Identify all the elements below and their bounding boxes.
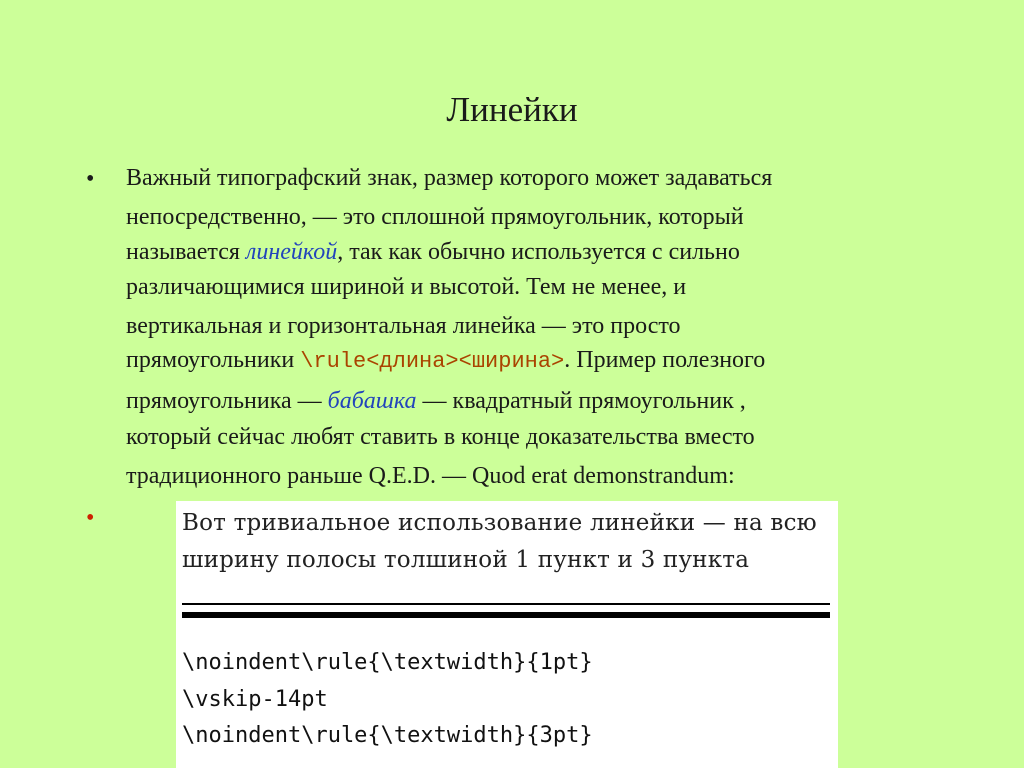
example-text-line-2: ширину полосы толшиной 1 пункт и 3 пункта xyxy=(182,547,750,573)
text-line-2: непосредственно, — это сплошной прямоугольник, который xyxy=(126,204,744,230)
text-line-7-end: — квадратный прямоугольник , xyxy=(416,388,746,414)
thin-rule-line xyxy=(182,603,830,605)
text-line-3 xyxy=(126,237,740,267)
text-line-9: традиционного раньше Q.E.D. — Quod erat demonstrandum: xyxy=(126,463,735,489)
example-text-line-1: Вот тривиальное использование линейки — на всю xyxy=(182,510,817,536)
text-line-8: который сейчас любят ставить в конце доказательства вместо xyxy=(126,424,755,450)
text-line-5: вертикальная и горизонтальная линейка — это просто xyxy=(126,313,681,339)
text-line-1: Важный типографский знак, размер которого может задаваться xyxy=(126,165,773,191)
text-line-7-start: прямоугольника — xyxy=(126,388,328,414)
rule-command: \rule<длина><ширина> xyxy=(300,349,565,374)
slide-title: Линейки xyxy=(446,90,578,129)
term-lineika: линейкой xyxy=(245,239,338,265)
text-line-4: различающимися шириной и высотой. Тем не менее, и xyxy=(126,274,687,300)
bullet-marker-2: • xyxy=(86,505,95,531)
bullet-marker-1: • xyxy=(86,166,95,192)
thick-rule-line xyxy=(182,612,830,618)
text-line-3-start: называется xyxy=(126,239,246,265)
text-line-7 xyxy=(126,386,746,416)
example-code-line-2: \vskip-14pt xyxy=(182,687,328,712)
example-code-line-1: \noindent\rule{\textwidth}{1pt} xyxy=(182,650,593,675)
text-line-6-start: прямоугольники xyxy=(126,347,301,373)
example-code-line-3: \noindent\rule{\textwidth}{3pt} xyxy=(182,723,593,748)
term-babashka: бабашка xyxy=(327,388,417,414)
text-line-3-end: , так как обычно используется с сильно xyxy=(337,239,740,265)
latex-example-image xyxy=(176,501,838,768)
text-line-6 xyxy=(126,345,765,377)
text-line-6-end: . Пример полезного xyxy=(564,347,766,373)
